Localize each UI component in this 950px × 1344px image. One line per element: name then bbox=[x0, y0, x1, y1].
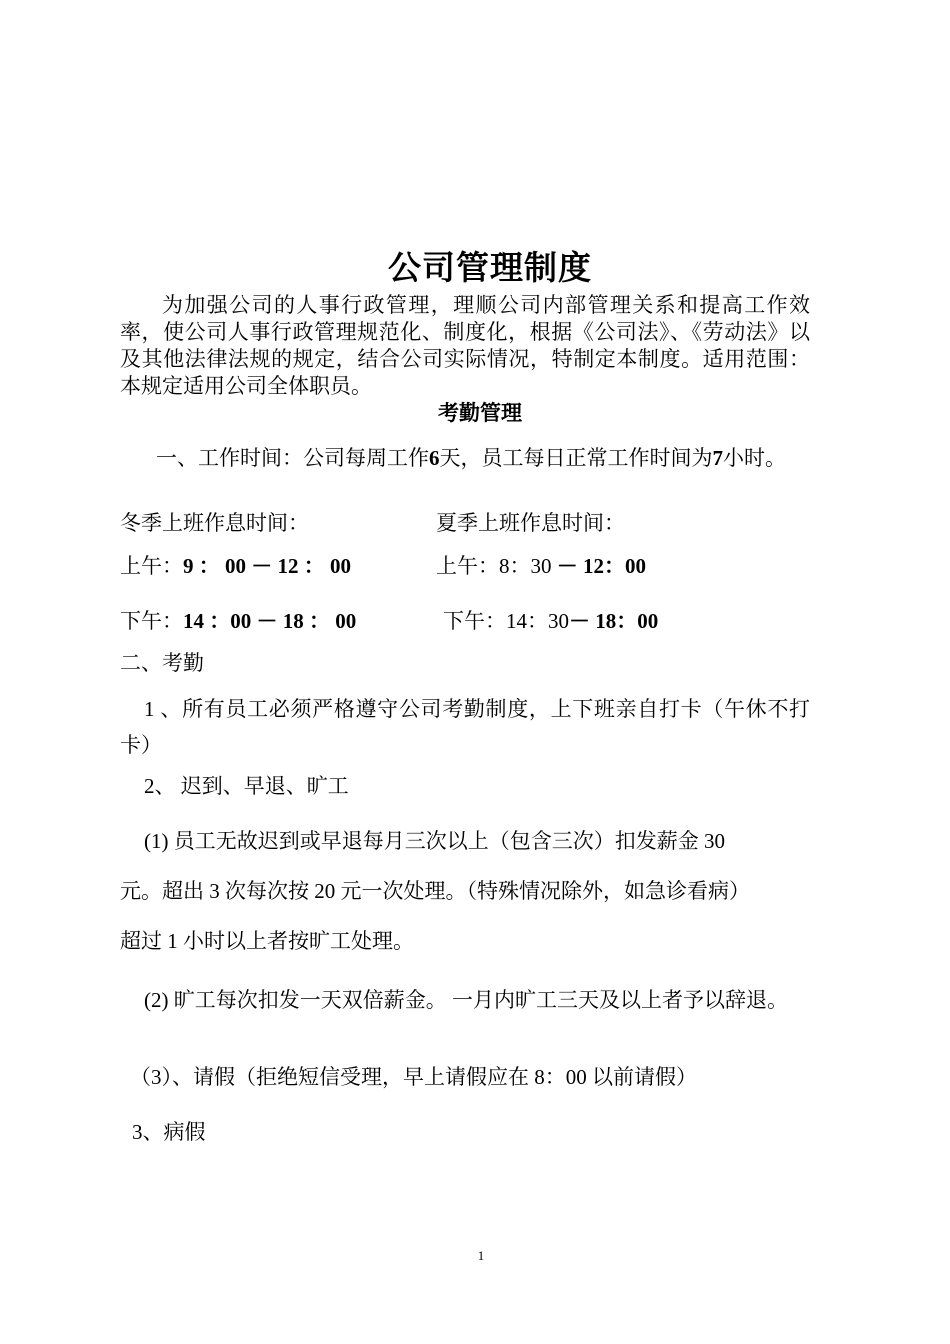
winter-pm-row bbox=[120, 606, 356, 636]
work-time-mid: 天，员工每日正常工作时间为 bbox=[439, 446, 713, 470]
summer-am-start: 8：30 bbox=[499, 554, 552, 578]
work-time-suffix: 小时。 bbox=[723, 446, 786, 470]
winter-pm-time: 14 ：00 － 18 ： 00 bbox=[183, 609, 357, 633]
intro-paragraph bbox=[120, 292, 810, 400]
summer-am-label: 上午： bbox=[436, 554, 499, 578]
winter-pm-label: 下午： bbox=[120, 609, 183, 633]
work-days: 6 bbox=[429, 446, 440, 470]
summer-am-row bbox=[436, 551, 646, 581]
winter-am-label: 上午： bbox=[120, 554, 183, 578]
work-hours: 7 bbox=[712, 446, 723, 470]
summer-label: 夏季上班作息时间： bbox=[436, 511, 625, 535]
attendance-heading: 二、考勤 bbox=[120, 651, 204, 675]
document-title: 公司管理制度 bbox=[388, 248, 592, 287]
section-heading: 考勤管理 bbox=[438, 401, 522, 425]
winter-label: 冬季上班作息时间： bbox=[120, 511, 309, 535]
winter-am-row bbox=[120, 551, 351, 581]
rule-2-1-line-2: 元。超出 3 次每次按 20 元一次处理。（特殊情况除外，如急诊看病） bbox=[120, 879, 750, 903]
work-time-prefix: 一、工作时间：公司每周工作 bbox=[156, 446, 429, 470]
summer-pm-start: 14：30 bbox=[506, 609, 569, 633]
rule-2-2: (2) 旷工每次扣发一天双倍薪金。 一月内旷工三天及以上者予以辞退。 bbox=[144, 988, 788, 1012]
summer-pm-label: 下午： bbox=[443, 609, 506, 633]
rule-2-1-line-3: 超过 1 小时以上者按旷工处理。 bbox=[120, 929, 414, 953]
summer-pm-row bbox=[443, 606, 658, 636]
page-number: 1 bbox=[477, 1248, 485, 1263]
rule-2: 2、 迟到、早退、旷工 bbox=[144, 774, 349, 798]
rule-2-1-line-1: (1) 员工无故迟到或早退每月三次以上（包含三次）扣发薪金 30 bbox=[144, 829, 725, 853]
intro-text: 为加强公司的人事行政管理，理顺公司内部管理关系和提高工作效率，使公司人事行政管理规范化、制度化，根据《公司法》、《劳动法》以及其他法律法规的规定，结合公司实际情况，特制定本制度。适用范围：本规定适用公司全体职员。 bbox=[120, 293, 810, 398]
work-time-paragraph bbox=[120, 440, 810, 476]
rule-1: 1 、所有员工必须严格遵守公司考勤制度，上下班亲自打卡（午休不打卡） bbox=[120, 697, 810, 757]
winter-am-time: 9 ： 00 － 12 ： 00 bbox=[183, 554, 351, 578]
summer-pm-end: － 18：00 bbox=[569, 609, 659, 633]
rule-3: 3、病假 bbox=[132, 1120, 206, 1144]
summer-am-end: － 12：00 bbox=[556, 554, 646, 578]
rule-2-3: （3）、请假（拒绝短信受理，早上请假应在 8：00 以前请假） bbox=[130, 1065, 697, 1089]
